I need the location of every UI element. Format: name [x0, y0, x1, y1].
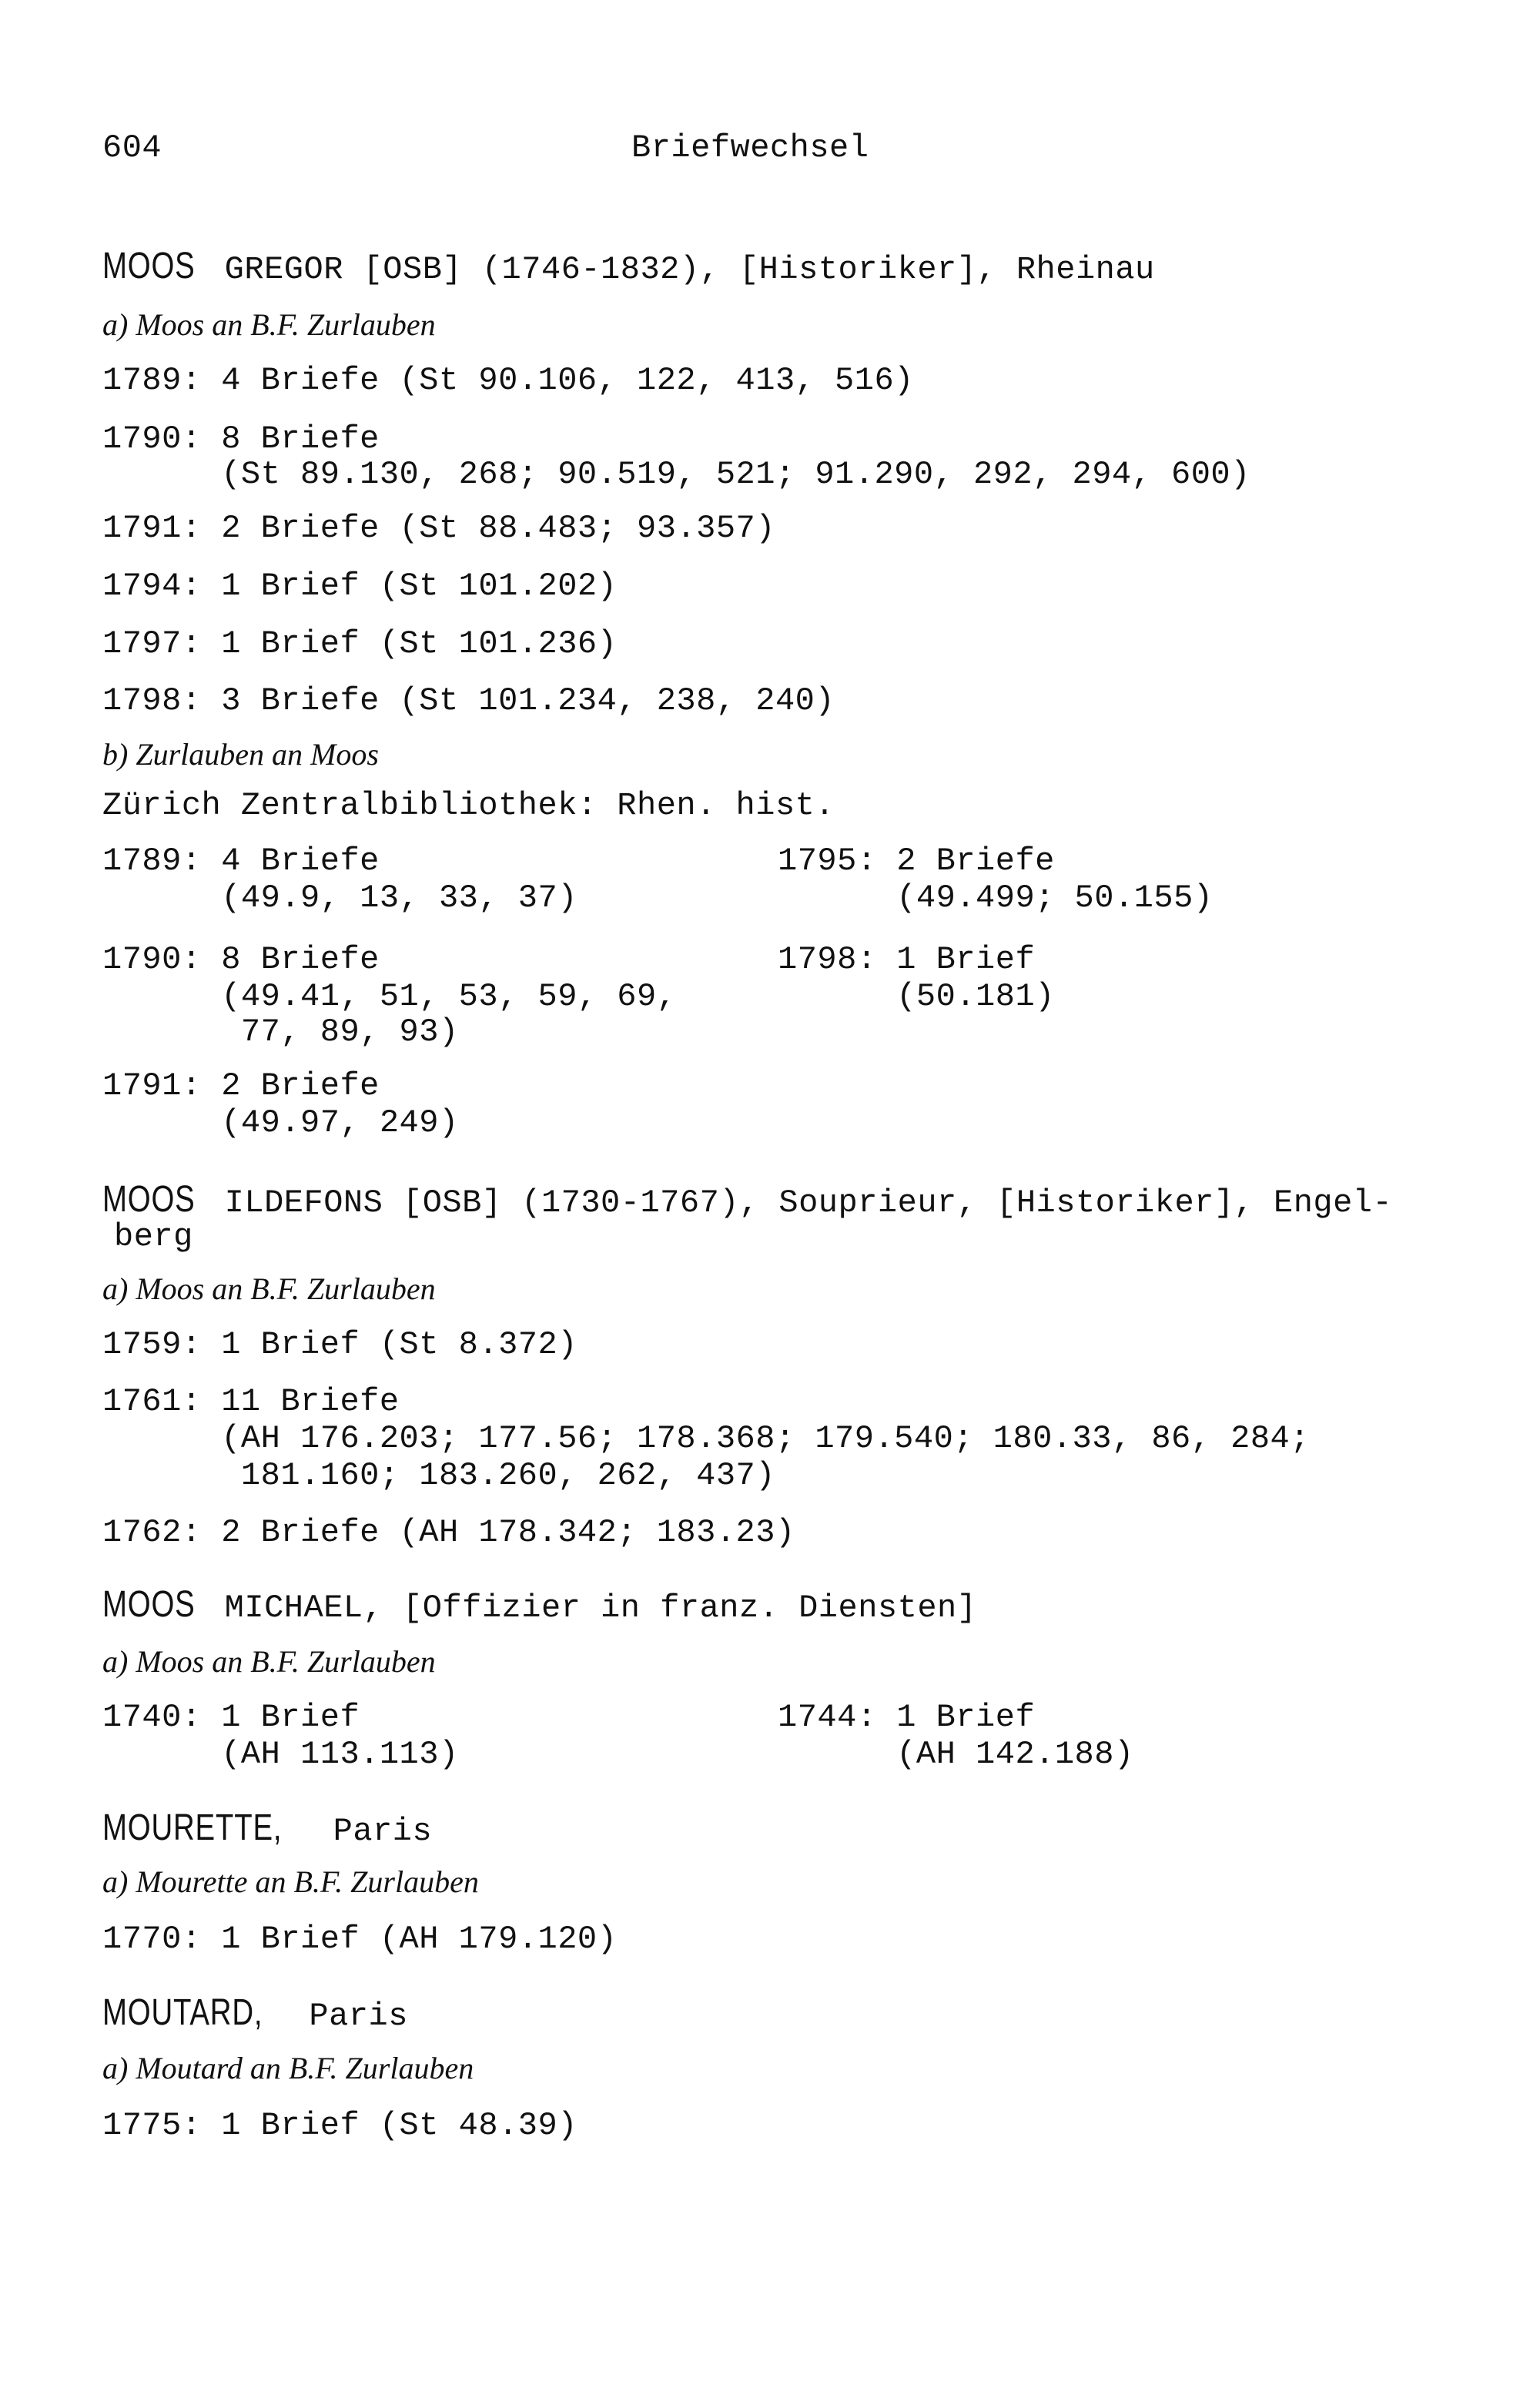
list-item: 1744: 1 Brief: [778, 1699, 1036, 1736]
list-item: (St 89.130, 268; 90.519, 521; 91.290, 292, 294, 600): [102, 456, 1250, 493]
entry-description: Paris: [309, 1998, 408, 2035]
entry-name: MOOS: [102, 246, 196, 286]
list-item: (AH 113.113): [102, 1736, 459, 1773]
list-item: 1798: 3 Briefe (St 101.234, 238, 240): [102, 682, 835, 719]
subsection-a-heading: a) Mourette an B.F. Zurlauben: [102, 1864, 479, 1899]
entry-description: Paris: [333, 1813, 433, 1850]
list-item: 1791: 2 Briefe: [102, 1067, 380, 1104]
entry-description: ILDEFONS [OSB] (1730-1767), Souprieur, [Historiker], Engel-: [224, 1184, 1393, 1221]
entry-heading: [102, 1807, 432, 1850]
list-item: 1740: 1 Brief: [102, 1699, 360, 1736]
list-item: 1761: 11 Briefe: [102, 1383, 400, 1420]
list-item: 1762: 2 Briefe (AH 178.342; 183.23): [102, 1514, 795, 1551]
list-item: 1794: 1 Brief (St 101.202): [102, 568, 618, 605]
subsection-a-heading: a) Moos an B.F. Zurlauben: [102, 307, 436, 342]
list-item: 1790: 8 Briefe: [102, 420, 380, 457]
list-item: 1789: 4 Briefe: [102, 842, 380, 879]
page-number: 604: [102, 129, 162, 166]
list-item: 1798: 1 Brief: [778, 941, 1036, 978]
entry-description: MICHAEL, [Offizier in franz. Diensten]: [224, 1589, 977, 1626]
entry-name: MOOS: [102, 1584, 196, 1625]
subsection-a-heading: a) Moos an B.F. Zurlauben: [102, 1271, 436, 1306]
entry-heading: [102, 1178, 1392, 1221]
list-item: (49.41, 51, 53, 59, 69,: [102, 978, 677, 1015]
running-title: Briefwechsel: [631, 129, 869, 166]
list-item: (AH 142.188): [778, 1736, 1134, 1773]
list-item: (49.97, 249): [102, 1104, 459, 1141]
list-item: 1797: 1 Brief (St 101.236): [102, 625, 618, 662]
list-item: 1789: 4 Briefe (St 90.106, 122, 413, 516): [102, 362, 914, 399]
entry-name: MOOS: [102, 1179, 196, 1220]
list-item: (49.9, 13, 33, 37): [102, 879, 578, 916]
list-item: 77, 89, 93): [102, 1013, 459, 1050]
list-item: 1791: 2 Briefe (St 88.483; 93.357): [102, 510, 775, 547]
subsection-a-heading: a) Moutard an B.F. Zurlauben: [102, 2051, 474, 2085]
source-line: Zürich Zentralbibliothek: Rhen. hist.: [102, 787, 835, 824]
entry-heading: [102, 245, 1155, 288]
list-item: 1759: 1 Brief (St 8.372): [102, 1326, 578, 1363]
list-item: 1770: 1 Brief (AH 179.120): [102, 1921, 618, 1958]
entry-description-continued: berg: [114, 1218, 193, 1255]
list-item: (49.499; 50.155): [778, 879, 1214, 916]
list-item: 1775: 1 Brief (St 48.39): [102, 2107, 578, 2144]
entry-heading: [102, 1583, 976, 1626]
entry-name: MOURETTE,: [102, 1807, 283, 1848]
list-item: 1795: 2 Briefe: [778, 842, 1055, 879]
entry-heading: [102, 1991, 408, 2035]
subsection-a-heading: a) Moos an B.F. Zurlauben: [102, 1644, 436, 1679]
list-item: 1790: 8 Briefe: [102, 941, 380, 978]
list-item: 181.160; 183.260, 262, 437): [102, 1457, 775, 1494]
entry-name: MOUTARD,: [102, 1992, 263, 2033]
entry-description: GREGOR [OSB] (1746-1832), [Historiker], Rheinau: [224, 251, 1155, 288]
subsection-b-heading: b) Zurlauben an Moos: [102, 737, 379, 772]
list-item: (50.181): [778, 978, 1055, 1015]
list-item: (AH 176.203; 177.56; 178.368; 179.540; 180.33, 86, 284;: [102, 1420, 1310, 1457]
